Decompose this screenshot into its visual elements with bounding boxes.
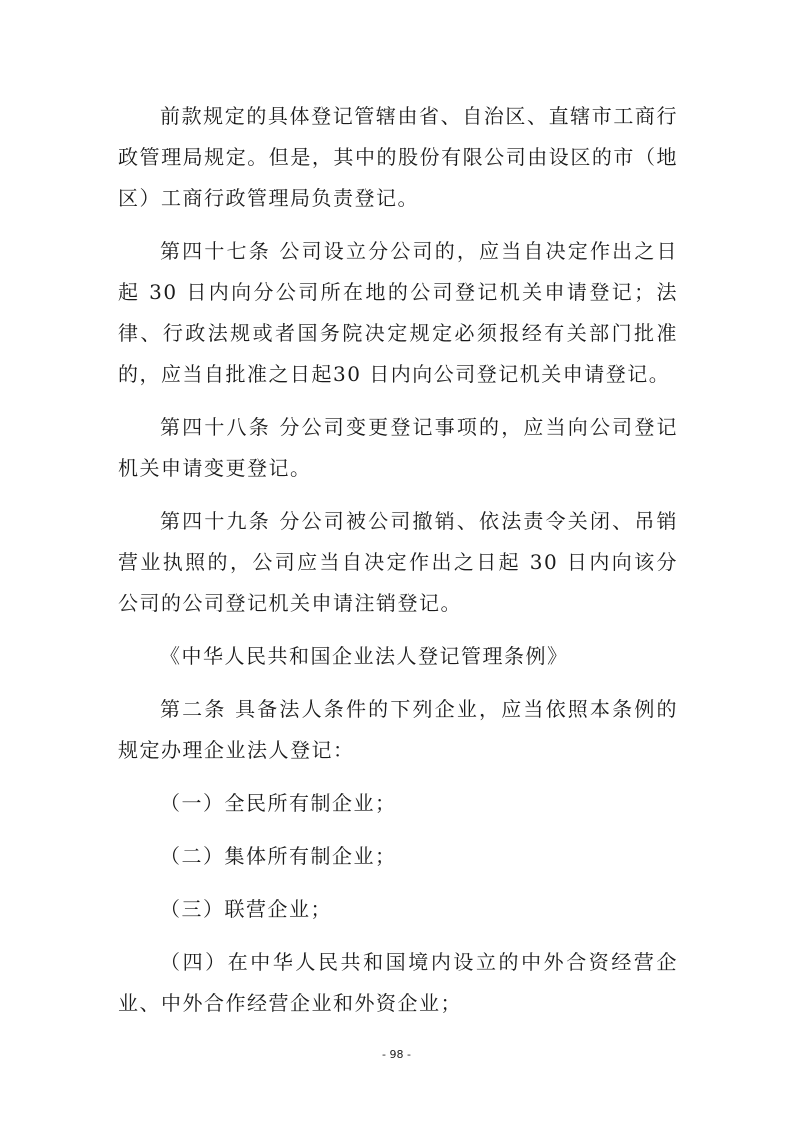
regulation-title: 《中华人民共和国企业法人登记管理条例》	[160, 644, 569, 668]
paragraph-article-2: 第二条 具备法人条件的下列企业，应当依照本条例的规定办理企业法人登记：	[118, 697, 678, 762]
document-body	[118, 96, 678, 1036]
list-item-3: （三）联营企业；	[160, 897, 332, 921]
list-item-1: （一）全民所有制企业；	[160, 791, 397, 815]
paragraph-article-49: 第四十九条 分公司被公司撤销、依法责令关闭、吊销营业执照的，公司应当自决定作出之日起 30 日内向该分公司的公司登记机关申请注销登记。	[118, 509, 678, 615]
paragraph-article-47: 第四十七条 公司设立分公司的，应当自决定作出之日起 30 日内向分公司所在地的公司登记机关申请登记；法律、行政法规或者国务院决定规定必须报经有关部门批准的，应当自批准之日起30 日内向公司登记机关申请登记。	[118, 239, 678, 386]
list-item-2: （二）集体所有制企业；	[160, 844, 397, 868]
paragraph-registration-jurisdiction: 前款规定的具体登记管辖由省、自治区、直辖市工商行政管理局规定。但是，其中的股份有限公司由设区的市（地区）工商行政管理局负责登记。	[118, 104, 678, 210]
paragraph-article-48: 第四十八条 分公司变更登记事项的，应当向公司登记机关申请变更登记。	[118, 415, 678, 480]
page-number: - 98 -	[382, 1048, 411, 1061]
list-item-4: （四）在中华人民共和国境内设立的中外合资经营企业、中外合作经营企业和外资企业；	[118, 950, 678, 1015]
